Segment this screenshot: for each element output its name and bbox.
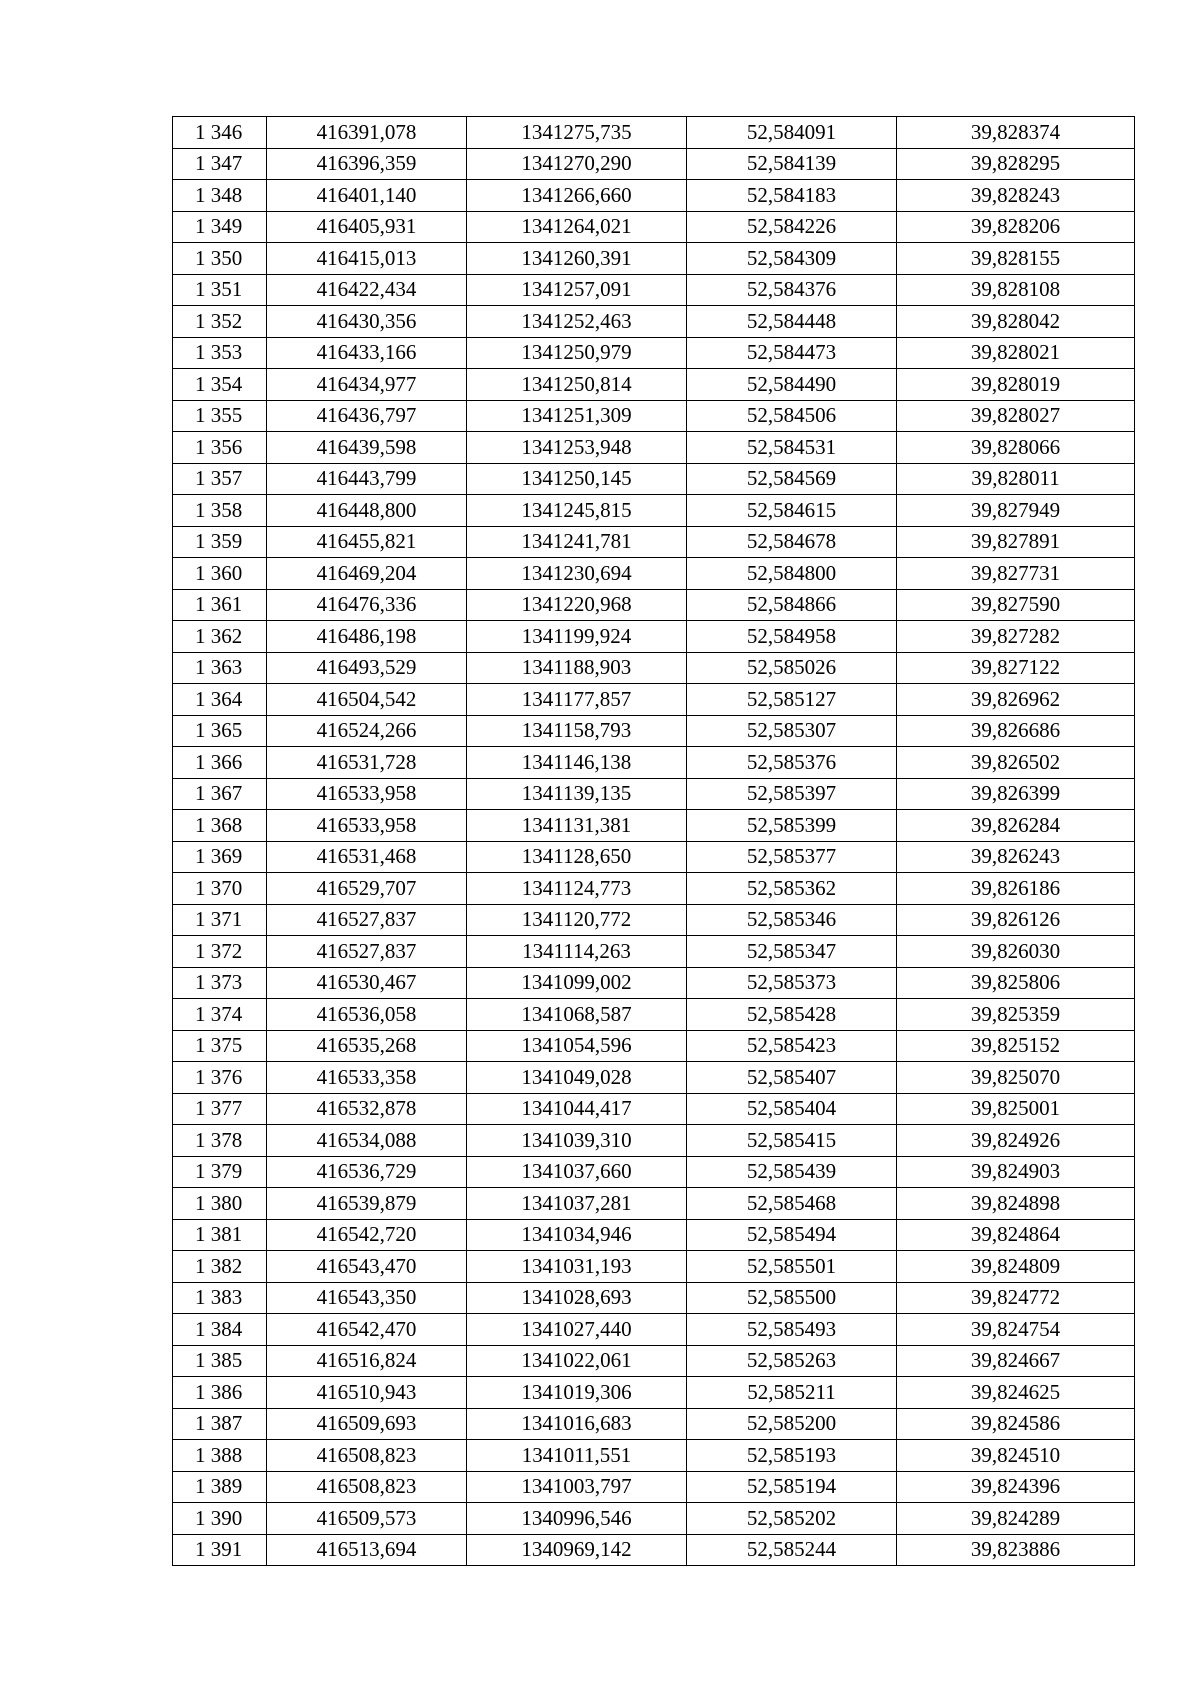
table-row <box>173 117 1135 149</box>
latitude-cell: 52,585399 <box>687 810 897 842</box>
y-coordinate-cell: 1341120,772 <box>467 904 687 936</box>
y-coordinate-cell: 1341037,660 <box>467 1156 687 1188</box>
x-coordinate-cell: 416533,358 <box>267 1062 467 1094</box>
table-row <box>173 1503 1135 1535</box>
y-coordinate-cell: 1341114,263 <box>467 936 687 968</box>
point-number-cell: 1 358 <box>173 495 267 527</box>
longitude-cell: 39,828021 <box>897 337 1135 369</box>
longitude-cell: 39,826399 <box>897 778 1135 810</box>
longitude-cell: 39,828011 <box>897 463 1135 495</box>
table-row <box>173 306 1135 338</box>
x-coordinate-cell: 416391,078 <box>267 117 467 149</box>
x-coordinate-cell: 416469,204 <box>267 558 467 590</box>
table-row <box>173 873 1135 905</box>
y-coordinate-cell: 1341230,694 <box>467 558 687 590</box>
x-coordinate-cell: 416530,467 <box>267 967 467 999</box>
x-coordinate-cell: 416542,470 <box>267 1314 467 1346</box>
longitude-cell: 39,826502 <box>897 747 1135 779</box>
table-row <box>173 715 1135 747</box>
point-number-cell: 1 365 <box>173 715 267 747</box>
point-number-cell: 1 366 <box>173 747 267 779</box>
x-coordinate-cell: 416527,837 <box>267 936 467 968</box>
latitude-cell: 52,585428 <box>687 999 897 1031</box>
point-number-cell: 1 379 <box>173 1156 267 1188</box>
longitude-cell: 39,824625 <box>897 1377 1135 1409</box>
latitude-cell: 52,584091 <box>687 117 897 149</box>
point-number-cell: 1 376 <box>173 1062 267 1094</box>
latitude-cell: 52,585346 <box>687 904 897 936</box>
x-coordinate-cell: 416536,729 <box>267 1156 467 1188</box>
latitude-cell: 52,585193 <box>687 1440 897 1472</box>
table-row <box>173 558 1135 590</box>
coordinates-table-body <box>173 117 1135 1566</box>
longitude-cell: 39,825152 <box>897 1030 1135 1062</box>
x-coordinate-cell: 416539,879 <box>267 1188 467 1220</box>
latitude-cell: 52,584506 <box>687 400 897 432</box>
y-coordinate-cell: 1341253,948 <box>467 432 687 464</box>
point-number-cell: 1 384 <box>173 1314 267 1346</box>
table-row <box>173 1345 1135 1377</box>
table-row <box>173 274 1135 306</box>
table-row <box>173 1219 1135 1251</box>
longitude-cell: 39,828019 <box>897 369 1135 401</box>
x-coordinate-cell: 416510,943 <box>267 1377 467 1409</box>
y-coordinate-cell: 1341257,091 <box>467 274 687 306</box>
point-number-cell: 1 367 <box>173 778 267 810</box>
latitude-cell: 52,585494 <box>687 1219 897 1251</box>
point-number-cell: 1 361 <box>173 589 267 621</box>
x-coordinate-cell: 416415,013 <box>267 243 467 275</box>
longitude-cell: 39,826962 <box>897 684 1135 716</box>
x-coordinate-cell: 416527,837 <box>267 904 467 936</box>
x-coordinate-cell: 416430,356 <box>267 306 467 338</box>
y-coordinate-cell: 1340969,142 <box>467 1534 687 1566</box>
x-coordinate-cell: 416536,058 <box>267 999 467 1031</box>
point-number-cell: 1 370 <box>173 873 267 905</box>
longitude-cell: 39,824926 <box>897 1125 1135 1157</box>
y-coordinate-cell: 1341270,290 <box>467 148 687 180</box>
longitude-cell: 39,826186 <box>897 873 1135 905</box>
point-number-cell: 1 354 <box>173 369 267 401</box>
latitude-cell: 52,585407 <box>687 1062 897 1094</box>
point-number-cell: 1 349 <box>173 211 267 243</box>
table-row <box>173 148 1135 180</box>
point-number-cell: 1 368 <box>173 810 267 842</box>
latitude-cell: 52,585439 <box>687 1156 897 1188</box>
longitude-cell: 39,828155 <box>897 243 1135 275</box>
table-row <box>173 432 1135 464</box>
point-number-cell: 1 372 <box>173 936 267 968</box>
longitude-cell: 39,825359 <box>897 999 1135 1031</box>
longitude-cell: 39,824864 <box>897 1219 1135 1251</box>
longitude-cell: 39,828108 <box>897 274 1135 306</box>
x-coordinate-cell: 416513,694 <box>267 1534 467 1566</box>
point-number-cell: 1 389 <box>173 1471 267 1503</box>
longitude-cell: 39,824772 <box>897 1282 1135 1314</box>
latitude-cell: 52,585397 <box>687 778 897 810</box>
point-number-cell: 1 386 <box>173 1377 267 1409</box>
table-row <box>173 495 1135 527</box>
latitude-cell: 52,585026 <box>687 652 897 684</box>
point-number-cell: 1 383 <box>173 1282 267 1314</box>
x-coordinate-cell: 416493,529 <box>267 652 467 684</box>
x-coordinate-cell: 416422,434 <box>267 274 467 306</box>
table-row <box>173 621 1135 653</box>
point-number-cell: 1 352 <box>173 306 267 338</box>
y-coordinate-cell: 1341099,002 <box>467 967 687 999</box>
point-number-cell: 1 388 <box>173 1440 267 1472</box>
point-number-cell: 1 391 <box>173 1534 267 1566</box>
point-number-cell: 1 346 <box>173 117 267 149</box>
longitude-cell: 39,828066 <box>897 432 1135 464</box>
longitude-cell: 39,828027 <box>897 400 1135 432</box>
table-row <box>173 463 1135 495</box>
table-row <box>173 1314 1135 1346</box>
y-coordinate-cell: 1341177,857 <box>467 684 687 716</box>
latitude-cell: 52,585244 <box>687 1534 897 1566</box>
y-coordinate-cell: 1341016,683 <box>467 1408 687 1440</box>
latitude-cell: 52,585500 <box>687 1282 897 1314</box>
point-number-cell: 1 351 <box>173 274 267 306</box>
point-number-cell: 1 373 <box>173 967 267 999</box>
y-coordinate-cell: 1341250,145 <box>467 463 687 495</box>
latitude-cell: 52,585423 <box>687 1030 897 1062</box>
latitude-cell: 52,584376 <box>687 274 897 306</box>
table-row <box>173 1251 1135 1283</box>
table-row <box>173 369 1135 401</box>
longitude-cell: 39,824667 <box>897 1345 1135 1377</box>
y-coordinate-cell: 1341128,650 <box>467 841 687 873</box>
x-coordinate-cell: 416508,823 <box>267 1471 467 1503</box>
latitude-cell: 52,585468 <box>687 1188 897 1220</box>
latitude-cell: 52,585194 <box>687 1471 897 1503</box>
table-row <box>173 1377 1135 1409</box>
x-coordinate-cell: 416542,720 <box>267 1219 467 1251</box>
point-number-cell: 1 353 <box>173 337 267 369</box>
longitude-cell: 39,828042 <box>897 306 1135 338</box>
table-row <box>173 904 1135 936</box>
x-coordinate-cell: 416531,468 <box>267 841 467 873</box>
x-coordinate-cell: 416405,931 <box>267 211 467 243</box>
x-coordinate-cell: 416529,707 <box>267 873 467 905</box>
longitude-cell: 39,827891 <box>897 526 1135 558</box>
table-row <box>173 180 1135 212</box>
y-coordinate-cell: 1341028,693 <box>467 1282 687 1314</box>
table-row <box>173 211 1135 243</box>
latitude-cell: 52,585373 <box>687 967 897 999</box>
latitude-cell: 52,584183 <box>687 180 897 212</box>
table-row <box>173 400 1135 432</box>
y-coordinate-cell: 1341027,440 <box>467 1314 687 1346</box>
longitude-cell: 39,828206 <box>897 211 1135 243</box>
longitude-cell: 39,824809 <box>897 1251 1135 1283</box>
latitude-cell: 52,584448 <box>687 306 897 338</box>
longitude-cell: 39,826243 <box>897 841 1135 873</box>
latitude-cell: 52,585362 <box>687 873 897 905</box>
y-coordinate-cell: 1341003,797 <box>467 1471 687 1503</box>
x-coordinate-cell: 416433,166 <box>267 337 467 369</box>
y-coordinate-cell: 1340996,546 <box>467 1503 687 1535</box>
y-coordinate-cell: 1341068,587 <box>467 999 687 1031</box>
y-coordinate-cell: 1341054,596 <box>467 1030 687 1062</box>
x-coordinate-cell: 416486,198 <box>267 621 467 653</box>
longitude-cell: 39,826126 <box>897 904 1135 936</box>
y-coordinate-cell: 1341039,310 <box>467 1125 687 1157</box>
table-row <box>173 1408 1135 1440</box>
x-coordinate-cell: 416543,470 <box>267 1251 467 1283</box>
table-row <box>173 1156 1135 1188</box>
point-number-cell: 1 380 <box>173 1188 267 1220</box>
point-number-cell: 1 362 <box>173 621 267 653</box>
x-coordinate-cell: 416401,140 <box>267 180 467 212</box>
latitude-cell: 52,585347 <box>687 936 897 968</box>
x-coordinate-cell: 416543,350 <box>267 1282 467 1314</box>
table-row <box>173 1030 1135 1062</box>
table-row <box>173 589 1135 621</box>
x-coordinate-cell: 416434,977 <box>267 369 467 401</box>
latitude-cell: 52,584866 <box>687 589 897 621</box>
longitude-cell: 39,827590 <box>897 589 1135 621</box>
longitude-cell: 39,826686 <box>897 715 1135 747</box>
table-row <box>173 1093 1135 1125</box>
table-row <box>173 1440 1135 1472</box>
table-row <box>173 1188 1135 1220</box>
point-number-cell: 1 378 <box>173 1125 267 1157</box>
table-row <box>173 243 1135 275</box>
x-coordinate-cell: 416504,542 <box>267 684 467 716</box>
y-coordinate-cell: 1341220,968 <box>467 589 687 621</box>
latitude-cell: 52,584309 <box>687 243 897 275</box>
latitude-cell: 52,585202 <box>687 1503 897 1535</box>
y-coordinate-cell: 1341158,793 <box>467 715 687 747</box>
x-coordinate-cell: 416509,573 <box>267 1503 467 1535</box>
y-coordinate-cell: 1341241,781 <box>467 526 687 558</box>
longitude-cell: 39,824396 <box>897 1471 1135 1503</box>
point-number-cell: 1 377 <box>173 1093 267 1125</box>
point-number-cell: 1 387 <box>173 1408 267 1440</box>
longitude-cell: 39,828374 <box>897 117 1135 149</box>
point-number-cell: 1 374 <box>173 999 267 1031</box>
y-coordinate-cell: 1341031,193 <box>467 1251 687 1283</box>
longitude-cell: 39,827122 <box>897 652 1135 684</box>
latitude-cell: 52,585404 <box>687 1093 897 1125</box>
y-coordinate-cell: 1341275,735 <box>467 117 687 149</box>
table-row <box>173 841 1135 873</box>
latitude-cell: 52,584139 <box>687 148 897 180</box>
y-coordinate-cell: 1341264,021 <box>467 211 687 243</box>
table-row <box>173 936 1135 968</box>
longitude-cell: 39,824754 <box>897 1314 1135 1346</box>
y-coordinate-cell: 1341131,381 <box>467 810 687 842</box>
x-coordinate-cell: 416508,823 <box>267 1440 467 1472</box>
table-row <box>173 337 1135 369</box>
table-row <box>173 810 1135 842</box>
point-number-cell: 1 375 <box>173 1030 267 1062</box>
coordinates-table <box>172 116 1135 1566</box>
point-number-cell: 1 371 <box>173 904 267 936</box>
y-coordinate-cell: 1341266,660 <box>467 180 687 212</box>
longitude-cell: 39,824289 <box>897 1503 1135 1535</box>
latitude-cell: 52,585307 <box>687 715 897 747</box>
x-coordinate-cell: 416531,728 <box>267 747 467 779</box>
latitude-cell: 52,584958 <box>687 621 897 653</box>
point-number-cell: 1 363 <box>173 652 267 684</box>
latitude-cell: 52,584531 <box>687 432 897 464</box>
latitude-cell: 52,584569 <box>687 463 897 495</box>
latitude-cell: 52,585200 <box>687 1408 897 1440</box>
table-row <box>173 747 1135 779</box>
point-number-cell: 1 350 <box>173 243 267 275</box>
table-row <box>173 652 1135 684</box>
point-number-cell: 1 347 <box>173 148 267 180</box>
latitude-cell: 52,585211 <box>687 1377 897 1409</box>
y-coordinate-cell: 1341188,903 <box>467 652 687 684</box>
table-row <box>173 1471 1135 1503</box>
y-coordinate-cell: 1341124,773 <box>467 873 687 905</box>
y-coordinate-cell: 1341250,814 <box>467 369 687 401</box>
point-number-cell: 1 356 <box>173 432 267 464</box>
y-coordinate-cell: 1341049,028 <box>467 1062 687 1094</box>
latitude-cell: 52,585127 <box>687 684 897 716</box>
point-number-cell: 1 348 <box>173 180 267 212</box>
y-coordinate-cell: 1341250,979 <box>467 337 687 369</box>
latitude-cell: 52,584678 <box>687 526 897 558</box>
longitude-cell: 39,825806 <box>897 967 1135 999</box>
table-row <box>173 1534 1135 1566</box>
x-coordinate-cell: 416443,799 <box>267 463 467 495</box>
point-number-cell: 1 360 <box>173 558 267 590</box>
latitude-cell: 52,585501 <box>687 1251 897 1283</box>
x-coordinate-cell: 416516,824 <box>267 1345 467 1377</box>
latitude-cell: 52,584473 <box>687 337 897 369</box>
x-coordinate-cell: 416396,359 <box>267 148 467 180</box>
latitude-cell: 52,585377 <box>687 841 897 873</box>
longitude-cell: 39,824586 <box>897 1408 1135 1440</box>
point-number-cell: 1 359 <box>173 526 267 558</box>
longitude-cell: 39,827949 <box>897 495 1135 527</box>
point-number-cell: 1 355 <box>173 400 267 432</box>
x-coordinate-cell: 416533,958 <box>267 778 467 810</box>
x-coordinate-cell: 416448,800 <box>267 495 467 527</box>
y-coordinate-cell: 1341019,306 <box>467 1377 687 1409</box>
y-coordinate-cell: 1341139,135 <box>467 778 687 810</box>
point-number-cell: 1 385 <box>173 1345 267 1377</box>
latitude-cell: 52,585415 <box>687 1125 897 1157</box>
longitude-cell: 39,824898 <box>897 1188 1135 1220</box>
y-coordinate-cell: 1341037,281 <box>467 1188 687 1220</box>
latitude-cell: 52,584226 <box>687 211 897 243</box>
longitude-cell: 39,824510 <box>897 1440 1135 1472</box>
x-coordinate-cell: 416509,693 <box>267 1408 467 1440</box>
y-coordinate-cell: 1341260,391 <box>467 243 687 275</box>
latitude-cell: 52,585263 <box>687 1345 897 1377</box>
table-row <box>173 999 1135 1031</box>
y-coordinate-cell: 1341011,551 <box>467 1440 687 1472</box>
x-coordinate-cell: 416535,268 <box>267 1030 467 1062</box>
x-coordinate-cell: 416476,336 <box>267 589 467 621</box>
table-row <box>173 1125 1135 1157</box>
table-row <box>173 967 1135 999</box>
latitude-cell: 52,584490 <box>687 369 897 401</box>
longitude-cell: 39,823886 <box>897 1534 1135 1566</box>
y-coordinate-cell: 1341022,061 <box>467 1345 687 1377</box>
longitude-cell: 39,828243 <box>897 180 1135 212</box>
longitude-cell: 39,826030 <box>897 936 1135 968</box>
longitude-cell: 39,825001 <box>897 1093 1135 1125</box>
point-number-cell: 1 357 <box>173 463 267 495</box>
table-row <box>173 1062 1135 1094</box>
y-coordinate-cell: 1341034,946 <box>467 1219 687 1251</box>
x-coordinate-cell: 416533,958 <box>267 810 467 842</box>
y-coordinate-cell: 1341251,309 <box>467 400 687 432</box>
x-coordinate-cell: 416436,797 <box>267 400 467 432</box>
y-coordinate-cell: 1341245,815 <box>467 495 687 527</box>
table-row <box>173 1282 1135 1314</box>
x-coordinate-cell: 416524,266 <box>267 715 467 747</box>
latitude-cell: 52,585493 <box>687 1314 897 1346</box>
y-coordinate-cell: 1341146,138 <box>467 747 687 779</box>
x-coordinate-cell: 416455,821 <box>267 526 467 558</box>
latitude-cell: 52,584800 <box>687 558 897 590</box>
y-coordinate-cell: 1341252,463 <box>467 306 687 338</box>
point-number-cell: 1 390 <box>173 1503 267 1535</box>
longitude-cell: 39,827731 <box>897 558 1135 590</box>
x-coordinate-cell: 416534,088 <box>267 1125 467 1157</box>
point-number-cell: 1 382 <box>173 1251 267 1283</box>
x-coordinate-cell: 416532,878 <box>267 1093 467 1125</box>
y-coordinate-cell: 1341044,417 <box>467 1093 687 1125</box>
longitude-cell: 39,827282 <box>897 621 1135 653</box>
table-row <box>173 684 1135 716</box>
latitude-cell: 52,585376 <box>687 747 897 779</box>
x-coordinate-cell: 416439,598 <box>267 432 467 464</box>
longitude-cell: 39,824903 <box>897 1156 1135 1188</box>
longitude-cell: 39,826284 <box>897 810 1135 842</box>
longitude-cell: 39,825070 <box>897 1062 1135 1094</box>
point-number-cell: 1 381 <box>173 1219 267 1251</box>
table-row <box>173 526 1135 558</box>
y-coordinate-cell: 1341199,924 <box>467 621 687 653</box>
latitude-cell: 52,584615 <box>687 495 897 527</box>
table-row <box>173 778 1135 810</box>
point-number-cell: 1 369 <box>173 841 267 873</box>
point-number-cell: 1 364 <box>173 684 267 716</box>
longitude-cell: 39,828295 <box>897 148 1135 180</box>
